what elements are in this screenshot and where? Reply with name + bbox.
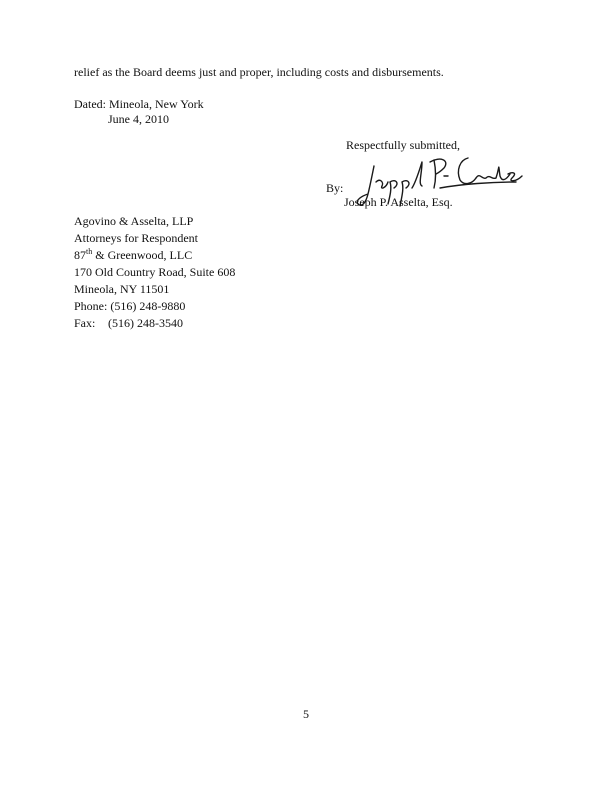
address-line-2: Mineola, NY 11501 (74, 282, 170, 296)
closing-paragraph-line: relief as the Board deems just and proper, including costs and disbursements. (74, 65, 444, 79)
by-label: By: (326, 181, 344, 195)
dated-place: Mineola, New York (109, 97, 204, 111)
client-rest: & Greenwood, LLC (92, 248, 193, 262)
client-number: 87 (74, 248, 86, 262)
fax-number: (516) 248-3540 (108, 316, 183, 330)
fax-line (74, 315, 183, 332)
firm-name: Agovino & Asselta, LLP (74, 214, 194, 228)
dated-date: June 4, 2010 (108, 112, 169, 126)
signer-name: Joseph P. Asselta, Esq. (344, 195, 453, 209)
dated-label: Dated: (74, 97, 106, 111)
fax-label: Fax: (74, 316, 96, 330)
respectfully-submitted: Respectfully submitted, (346, 138, 460, 152)
page-number: 5 (303, 707, 309, 721)
client-name (74, 247, 192, 264)
phone-line: Phone: (516) 248-9880 (74, 299, 186, 313)
address-line-1: 170 Old Country Road, Suite 608 (74, 265, 236, 279)
firm-role: Attorneys for Respondent (74, 231, 198, 245)
client-ordinal-suffix: th (86, 247, 93, 256)
